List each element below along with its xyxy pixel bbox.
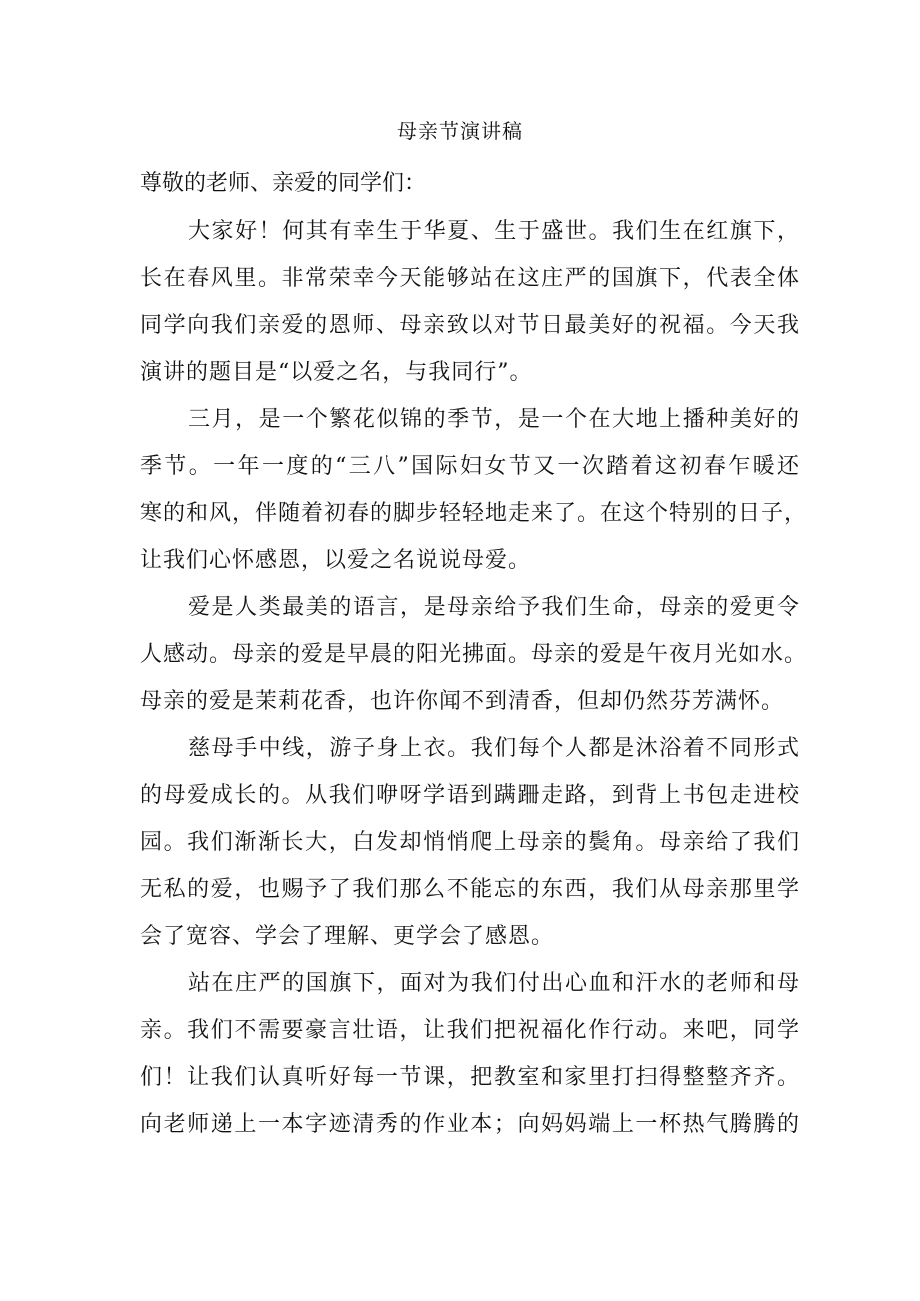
document-body bbox=[140, 208, 808, 1148]
paragraph-5-line: 站在庄严的国旗下，面对为我们付出心血和汗水的老师和母 bbox=[188, 971, 800, 996]
paragraph-5-line: 向老师递上一本字迹清秀的作业本；向妈妈端上一杯热气腾腾的 bbox=[140, 1112, 800, 1137]
paragraph-2-line: 寒的和风，伴随着初春的脚步轻轻地走来了。在这个特别的日子， bbox=[140, 501, 808, 526]
paragraph-4-line: 会了宽容、学会了理解、更学会了感恩。 bbox=[140, 924, 555, 949]
document-title: 母亲节演讲稿 bbox=[397, 119, 523, 143]
paragraph-2-line: 季节。一年一度的“三八”国际妇女节又一次踏着这初春乍暖还 bbox=[140, 454, 800, 479]
paragraph-4-line: 园。我们渐渐长大，白发却悄悄爬上母亲的鬓角。母亲给了我们 bbox=[140, 830, 800, 855]
paragraph-1-line: 大家好！何其有幸生于华夏、生于盛世。我们生在红旗下， bbox=[188, 219, 800, 244]
paragraph-2-line: 让我们心怀感恩，以爱之名说说母爱。 bbox=[140, 548, 532, 573]
paragraph-1-line: 长在春风里。非常荣幸今天能够站在这庄严的国旗下，代表全体 bbox=[140, 266, 800, 291]
paragraph-3-line: 母亲的爱是茉莉花香，也许你闻不到清香，但却仍然芬芳满怀。 bbox=[140, 689, 785, 714]
paragraph-4-line: 慈母手中线，游子身上衣。我们每个人都是沐浴着不同形式 bbox=[188, 736, 800, 761]
paragraph-3-line: 爱是人类最美的语言，是母亲给予我们生命，母亲的爱更令 bbox=[188, 595, 800, 620]
paragraph-4-line: 无私的爱，也赐予了我们那么不能忘的东西，我们从母亲那里学 bbox=[140, 877, 800, 902]
salutation: 尊敬的老师、亲爱的同学们： bbox=[140, 171, 427, 196]
paragraph-1-line: 同学向我们亲爱的恩师、母亲致以对节日最美好的祝福。今天我 bbox=[140, 313, 800, 338]
paragraph-5-line: 们！让我们认真听好每一节课，把教室和家里打扫得整整齐齐。 bbox=[140, 1065, 800, 1090]
paragraph-4-line: 的母爱成长的。从我们咿呀学语到蹒跚走路，到背上书包走进校 bbox=[140, 783, 800, 808]
paragraph-3-line: 人感动。母亲的爱是早晨的阳光拂面。母亲的爱是午夜月光如水。 bbox=[140, 642, 808, 667]
paragraph-1-line: 演讲的题目是“以爱之名，与我同行”。 bbox=[140, 360, 533, 385]
paragraph-5-line: 亲。我们不需要豪言壮语，让我们把祝福化作行动。来吧，同学 bbox=[140, 1018, 800, 1043]
paragraph-2-line: 三月，是一个繁花似锦的季节，是一个在大地上播种美好的 bbox=[188, 407, 800, 432]
